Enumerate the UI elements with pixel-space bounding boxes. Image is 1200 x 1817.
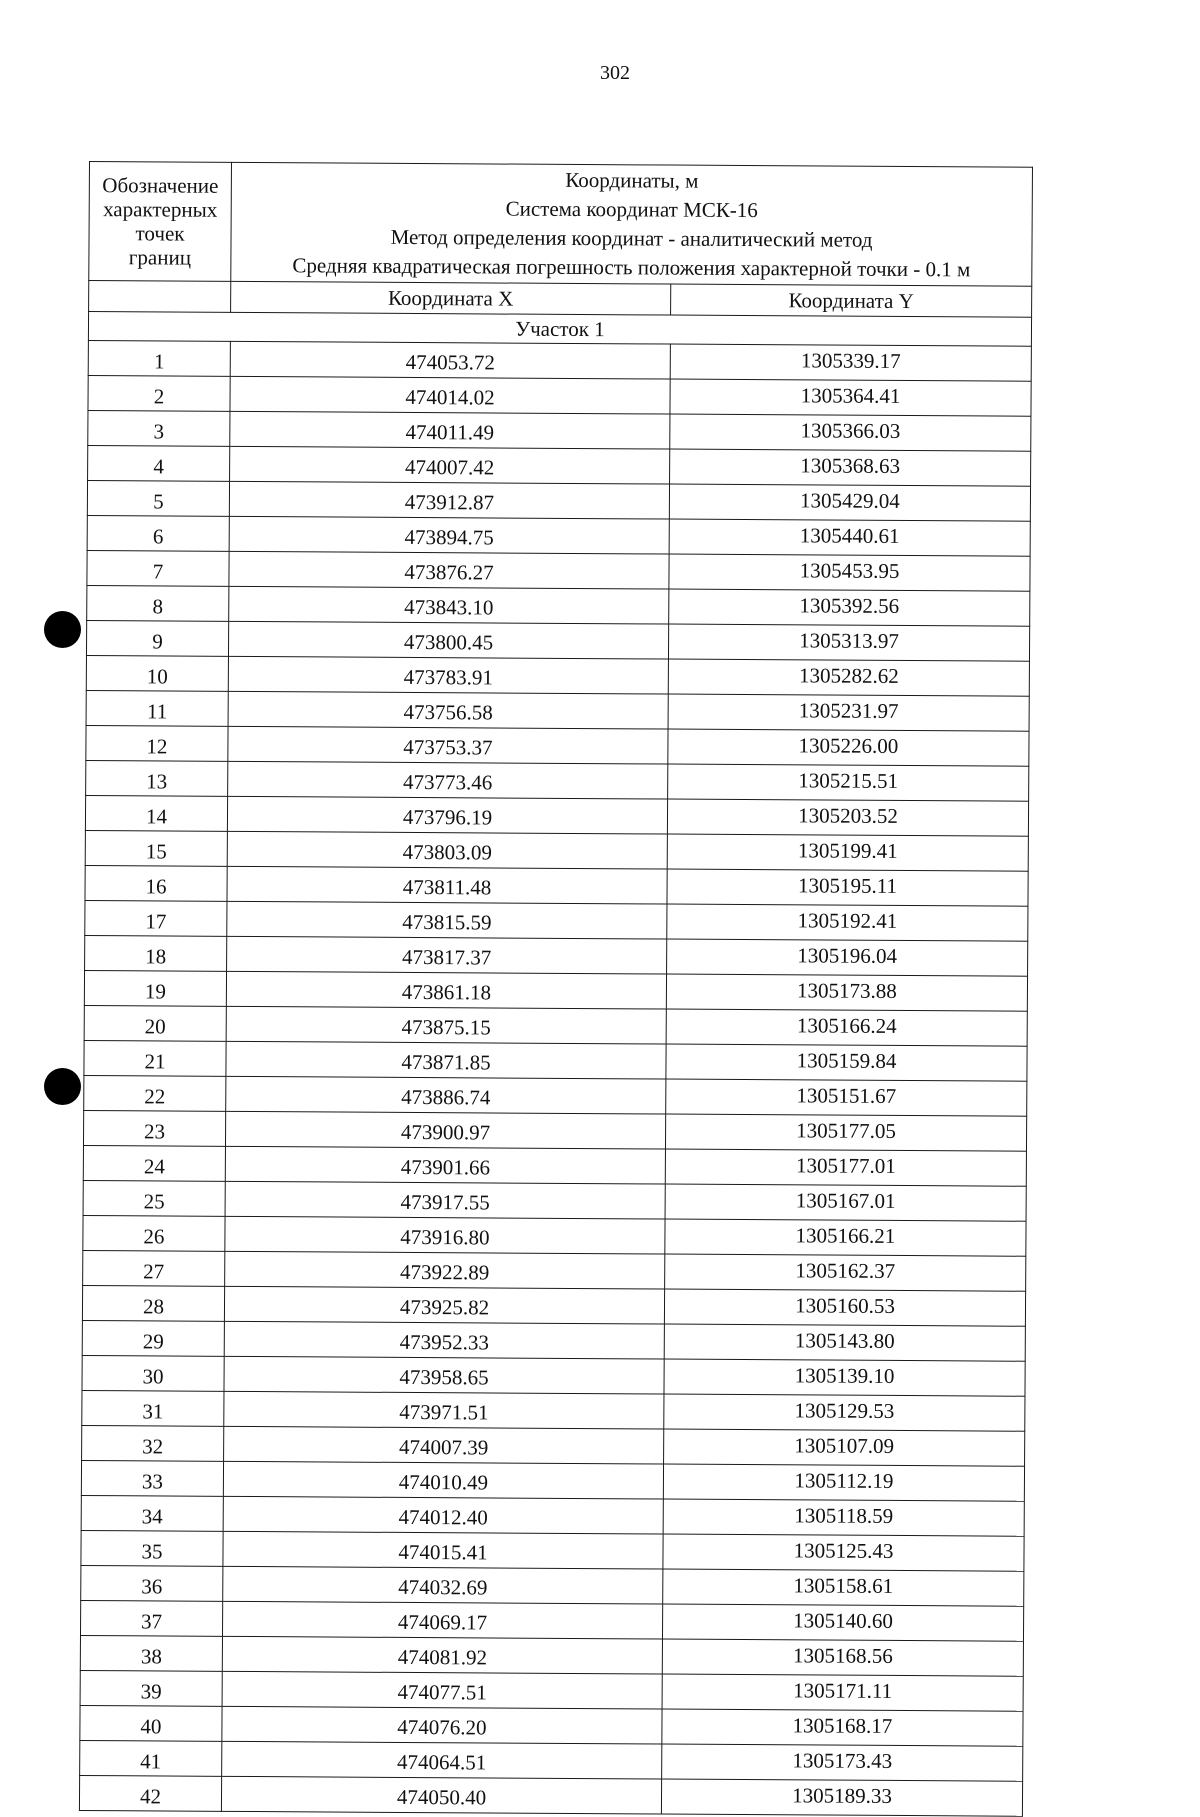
coordinate-x-cell: 473875.15 [226,1006,666,1044]
point-header-line: характерных [103,197,218,222]
coordinate-x-cell: 474015.41 [223,1531,663,1569]
coordinate-x-cell: 474012.40 [223,1496,663,1534]
point-number-cell: 4 [88,445,230,481]
coordinate-y-cell: 1305168.56 [662,1639,1023,1676]
coordinate-y-cell: 1305195.11 [667,869,1028,906]
coordinate-x-cell: 473912.87 [229,481,669,519]
coordinate-y-cell: 1305166.24 [666,1009,1027,1046]
column-header-y: Координата Y [671,284,1032,317]
punch-hole-mark [44,1068,81,1105]
table-row [82,1355,1025,1396]
coordinate-x-cell: 473803.09 [227,831,667,869]
point-number-cell: 31 [82,1390,224,1426]
coordinates-header [231,162,1033,286]
coordinate-y-cell: 1305339.17 [670,344,1031,381]
column-header-x: Координата X [231,281,671,315]
coordinates-table [79,161,1033,1817]
point-number-cell: 25 [83,1180,225,1216]
point-number-cell: 19 [84,970,226,1006]
coordinate-y-cell: 1305440.61 [669,519,1030,556]
point-number-cell: 30 [82,1355,224,1391]
point-number-cell: 22 [84,1075,226,1111]
coordinate-x-cell: 473783.91 [228,656,668,694]
table-header-row [89,162,1033,287]
point-number-cell: 39 [80,1670,222,1706]
coordinate-x-cell: 474069.17 [222,1601,662,1639]
table-row [84,1075,1027,1116]
coordinate-y-cell: 1305231.97 [668,694,1029,731]
table-row [80,1635,1023,1676]
table-row [87,480,1030,521]
table-row [88,375,1031,416]
table-row [86,725,1029,766]
point-number-cell: 3 [88,410,230,446]
coordinate-y-cell: 1305159.84 [666,1044,1027,1081]
point-number-cell: 15 [85,830,227,866]
point-number-cell: 16 [85,865,227,901]
coordinate-x-cell: 473958.65 [224,1356,664,1394]
coordinate-x-cell: 473952.33 [224,1321,664,1359]
coordinate-x-cell: 473900.97 [225,1111,665,1149]
table-row [87,550,1030,591]
coordinate-y-cell: 1305226.00 [668,729,1029,766]
coordinate-x-cell: 473922.89 [225,1251,665,1289]
table-row [88,340,1031,381]
table-row [85,900,1028,941]
coordinate-y-cell: 1305107.09 [664,1429,1025,1466]
coordinate-y-cell: 1305366.03 [670,414,1031,451]
table-row [85,935,1028,976]
punch-hole-mark [44,611,81,648]
point-number-cell: 12 [86,725,228,761]
coordinate-x-cell: 473871.85 [226,1041,666,1079]
coordinate-y-cell: 1305112.19 [663,1464,1024,1501]
point-number-cell: 38 [80,1635,222,1671]
table-row [83,1145,1026,1186]
coordinate-y-cell: 1305171.11 [662,1674,1023,1711]
coordinate-y-cell: 1305453.95 [669,554,1030,591]
point-number-cell: 7 [87,550,229,586]
coordinate-y-cell: 1305368.63 [670,449,1031,486]
point-number-cell: 21 [84,1040,226,1076]
coordinate-x-cell: 474007.42 [230,446,670,484]
table-row [80,1740,1023,1781]
table-row [81,1565,1024,1606]
point-header-line: точек [135,221,185,246]
table-row [86,620,1029,661]
section-title: Участок 1 [88,312,1031,347]
coordinate-x-cell: 473843.10 [229,586,669,624]
table-row [86,690,1029,731]
coordinate-y-cell: 1305364.41 [670,379,1031,416]
point-number-cell: 18 [85,935,227,971]
coordinate-y-cell: 1305129.53 [664,1394,1025,1431]
point-header-line: Обозначение [102,173,219,198]
coordinate-y-cell: 1305140.60 [662,1604,1023,1641]
coordinate-x-cell: 474014.02 [230,376,670,414]
table-row [85,795,1028,836]
table-row [88,445,1031,486]
coordinate-y-cell: 1305196.04 [667,939,1028,976]
point-number-cell: 42 [79,1775,221,1811]
table-row [83,1180,1026,1221]
table-row [87,515,1030,556]
coordinate-y-cell: 1305168.17 [662,1709,1023,1746]
coordinate-y-cell: 1305158.61 [663,1569,1024,1606]
point-number-cell: 36 [81,1565,223,1601]
coordinate-y-cell: 1305162.37 [665,1254,1026,1291]
coordinate-x-cell: 474081.92 [222,1636,662,1674]
coordinate-y-cell: 1305167.01 [665,1184,1026,1221]
point-number-cell: 5 [87,480,229,516]
point-number-cell: 14 [85,795,227,831]
coordinate-y-cell: 1305203.52 [667,799,1028,836]
coordinate-x-cell: 474053.72 [230,341,670,379]
point-number-cell: 8 [87,585,229,621]
point-header-line: границ [128,245,192,270]
coordinate-x-cell: 474011.49 [230,411,670,449]
point-number-cell: 37 [80,1600,222,1636]
table-row [81,1495,1024,1536]
table-row [84,970,1027,1011]
coordinate-y-cell: 1305199.41 [667,834,1028,871]
point-number-cell: 26 [83,1215,225,1251]
coordinate-x-cell: 473971.51 [224,1391,664,1429]
table-row [81,1460,1024,1501]
table-row [83,1215,1026,1256]
coordinate-y-cell: 1305143.80 [664,1324,1025,1361]
point-number-cell: 24 [83,1145,225,1181]
point-number-cell: 23 [83,1110,225,1146]
coords-header-line: Средняя квадратическая погрешность положения характерной точки - 0.1 м [292,253,971,282]
table-row [88,410,1031,451]
coordinate-x-cell: 474007.39 [224,1426,664,1464]
coordinate-x-cell: 473800.45 [228,621,668,659]
coords-header-line: Система координат МСК-16 [505,196,758,223]
table-row [81,1530,1024,1571]
coordinate-y-cell: 1305429.04 [669,484,1030,521]
coordinate-y-cell: 1305125.43 [663,1534,1024,1571]
coordinate-x-cell: 473817.37 [227,936,667,974]
coordinate-y-cell: 1305173.88 [666,974,1027,1011]
coordinate-x-cell: 473901.66 [225,1146,665,1184]
point-column-header [89,162,232,282]
coordinate-x-cell: 473753.37 [228,726,668,764]
coordinate-y-cell: 1305177.01 [665,1149,1026,1186]
coordinate-x-cell: 473894.75 [229,516,669,554]
table-row [82,1425,1025,1466]
point-number-cell: 1 [88,340,230,376]
coordinate-x-cell: 473917.55 [225,1181,665,1219]
table-row [80,1670,1023,1711]
coordinate-x-cell: 473811.48 [227,866,667,904]
point-number-cell: 13 [86,760,228,796]
table-row [80,1600,1023,1641]
blank-header-cell [89,281,231,313]
coordinate-y-cell: 1305173.43 [662,1744,1023,1781]
coordinate-y-cell: 1305118.59 [663,1499,1024,1536]
coordinate-x-cell: 474050.40 [221,1776,661,1814]
coordinate-y-cell: 1305192.41 [667,904,1028,941]
coordinate-x-cell: 473916.80 [225,1216,665,1254]
coordinate-y-cell: 1305313.97 [668,624,1029,661]
point-number-cell: 40 [80,1705,222,1741]
coordinate-x-cell: 473796.19 [227,796,667,834]
table-row [82,1320,1025,1361]
table-row [83,1250,1026,1291]
point-number-cell: 20 [84,1005,226,1041]
table-row [82,1285,1025,1326]
table-row [79,1775,1022,1816]
coordinate-x-cell: 473925.82 [224,1286,664,1324]
page-number: 302 [600,62,630,84]
coordinate-x-cell: 474077.51 [222,1671,662,1709]
table-row [82,1390,1025,1431]
coordinate-y-cell: 1305282.62 [668,659,1029,696]
point-number-cell: 32 [82,1425,224,1461]
point-number-cell: 35 [81,1530,223,1566]
coords-header-line: Координаты, м [565,167,699,193]
coordinate-y-cell: 1305215.51 [668,764,1029,801]
table-row [84,1040,1027,1081]
coordinate-x-cell: 474064.51 [222,1741,662,1779]
table-row [84,1005,1027,1046]
coordinate-x-cell: 473773.46 [228,761,668,799]
point-number-cell: 2 [88,375,230,411]
coordinate-x-cell: 474076.20 [222,1706,662,1744]
point-number-cell: 41 [80,1740,222,1776]
point-number-cell: 11 [86,690,228,726]
coordinate-x-cell: 473876.27 [229,551,669,589]
point-number-cell: 9 [86,620,228,656]
coordinate-x-cell: 473886.74 [226,1076,666,1114]
coordinate-y-cell: 1305166.21 [665,1219,1026,1256]
table-row [83,1110,1026,1151]
coordinate-x-cell: 473756.58 [228,691,668,729]
coordinate-x-cell: 473861.18 [226,971,666,1009]
coordinate-x-cell: 473815.59 [227,901,667,939]
coordinate-y-cell: 1305189.33 [661,1779,1022,1816]
point-number-cell: 33 [81,1460,223,1496]
table-row [80,1705,1023,1746]
table-row [86,760,1029,801]
point-number-cell: 29 [82,1320,224,1356]
table-row [85,865,1028,906]
point-number-cell: 27 [83,1250,225,1286]
coordinate-y-cell: 1305139.10 [664,1359,1025,1396]
coordinate-x-cell: 474010.49 [223,1461,663,1499]
coordinate-y-cell: 1305151.67 [666,1079,1027,1116]
coords-header-line: Метод определения координат - аналитический метод [390,224,873,252]
point-number-cell: 10 [86,655,228,691]
point-number-cell: 6 [87,515,229,551]
table-row [87,585,1030,626]
table-row [85,830,1028,871]
coordinate-y-cell: 1305392.56 [669,589,1030,626]
coordinate-y-cell: 1305177.05 [665,1114,1026,1151]
coordinate-x-cell: 474032.69 [223,1566,663,1604]
point-number-cell: 17 [85,900,227,936]
point-number-cell: 28 [82,1285,224,1321]
table-row [86,655,1029,696]
point-number-cell: 34 [81,1495,223,1531]
coordinate-y-cell: 1305160.53 [664,1289,1025,1326]
